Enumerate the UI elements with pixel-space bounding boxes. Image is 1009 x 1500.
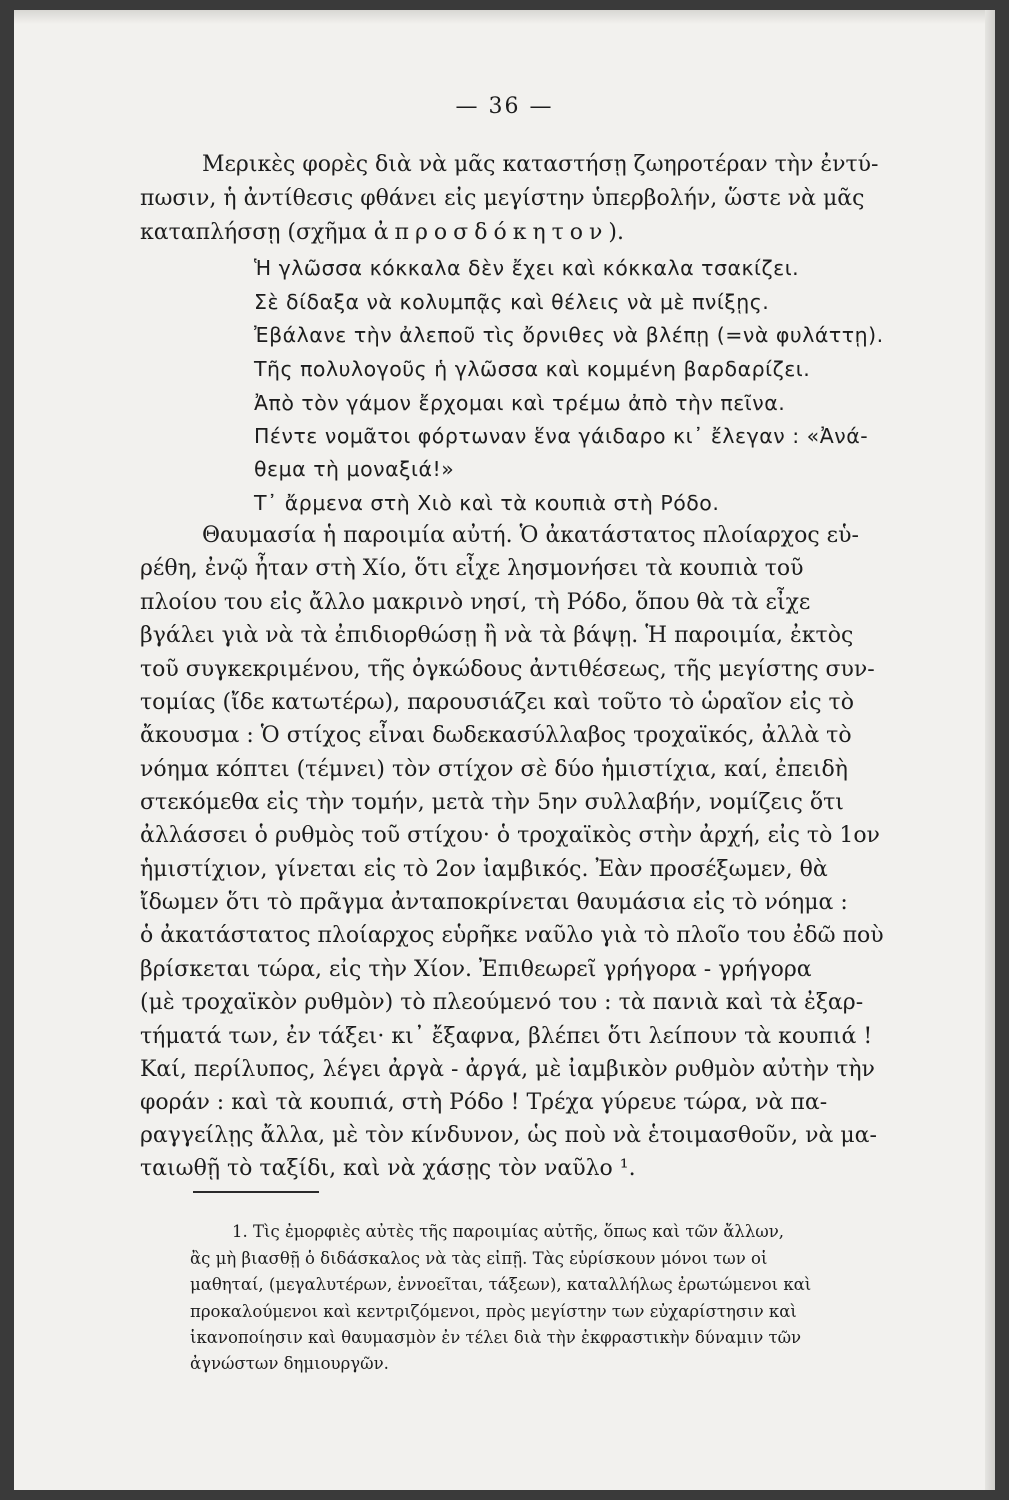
footnote-line-1: 1. Τὶς ἐμορφιὲς αὐτὲς τῆς παροιμίας αὐτῆς, ὅπως καὶ τῶν ἄλλων, [232, 1222, 785, 1241]
body-line-12: ἴδωμεν ὅτι τὸ πρᾶγμα ἀνταποκρίνεται θαυμάσια εἰς τὸ νόημα : [140, 890, 848, 915]
proverb-6-cont: θεμα τὴ μοναξιά!» [254, 457, 455, 481]
page-right-edge [985, 10, 995, 1490]
body-line-7: ἄκουσμα : Ὁ στίχος εἶναι δωδεκασύλλαβος τροχαϊκός, ἀλλὰ τὸ [140, 723, 852, 748]
body-line-1: Θαυμασία ἡ παροιμία αὐτή. Ὁ ἀκατάστατος πλοίαρχος εὑ- [202, 523, 859, 548]
body-line-17: Καί, περίλυπος, λέγει ἀργὰ - ἀργά, μὲ ἰαμβικὸν ρυθμὸν αὐτὴν τὴν [140, 1057, 875, 1082]
body-line-8: νόημα κόπτει (τέμνει) τὸν στίχον σὲ δύο ἡμιστίχια, καί, ἐπειδὴ [140, 757, 848, 782]
intro-line-1: Μερικὲς φορὲς διὰ νὰ μᾶς καταστήσῃ ζωηροτέραν τὴν ἐντύ- [202, 152, 879, 177]
body-line-16: τήματά των, ἐν τάξει· κι᾽ ἔξαφνα, βλέπει ὅτι λείπουν τὰ κουπιά ! [140, 1024, 873, 1049]
body-line-13: ὁ ἀκατάστατος πλοίαρχος εὑρῆκε ναῦλο γιὰ τὸ πλοῖο του ἐδῶ ποὺ [140, 923, 884, 948]
body-line-10: ἀλλάσσει ὁ ρυθμὸς τοῦ στίχου· ὁ τροχαϊκὸς στὴν ἀρχή, εἰς τὸ 1ον [140, 823, 880, 848]
footnote-rule [193, 1191, 319, 1193]
proverb-5: Ἀπὸ τὸν γάμον ἔρχομαι καὶ τρέμω ἀπὸ τὴν πεῖνα. [254, 391, 786, 415]
page-top-shadow [14, 10, 995, 24]
body-line-20: ταιωθῇ τὸ ταξίδι, καὶ νὰ χάσῃς τὸν ναῦλο ¹. [140, 1156, 636, 1181]
body-line-11: ἡμιστίχιον, γίνεται εἰς τὸ 2ον ἰαμβικός. Ἐὰν προσέξωμεν, θὰ [140, 857, 828, 882]
body-line-19: ραγγείλῃς ἄλλα, μὲ τὸν κίνδυνον, ὡς ποὺ νὰ ἑτοιμασθοῦν, νὰ μα- [140, 1123, 877, 1148]
body-line-4: βγάλει γιὰ νὰ τὰ ἐπιδιορθώσῃ ἢ νὰ τὰ βάψῃ. Ἡ παροιμία, ἐκτὸς [140, 623, 854, 648]
footnote-line-3: μαθηταί, (μεγαλυτέρων, ἐννοεῖται, τάξεων), καταλλήλως ἐρωτώμενοι καὶ [190, 1275, 812, 1294]
body-line-15: (μὲ τροχαϊκὸν ρυθμὸν) τὸ πλεούμενό του : τὰ πανιὰ καὶ τὰ ἐξαρ- [140, 990, 864, 1015]
footnote-line-5: ἱκανοποίησιν καὶ θαυμασμὸν ἐν τέλει διὰ τὴν ἐκφραστικὴν δύναμιν τῶν [190, 1328, 802, 1347]
intro-line-3 [140, 218, 624, 248]
body-line-3: πλοίου του εἰς ἄλλο μακρινὸ νησί, τὴ Ρόδο, ὅπου θὰ τὰ εἶχε [140, 590, 811, 615]
intro-line-3-end: ). [608, 220, 624, 245]
proverb-4: Τῆς πολυλογοῦς ἡ γλῶσσα καὶ κομμένη βαρδαρίζει. [254, 357, 811, 381]
body-line-9: στεκόμεθα εἰς τὴν τομήν, μετὰ τὴν 5ην συλλαβήν, νομίζεις ὅτι [140, 790, 844, 815]
intro-spaced-word: ἀπροσδόκητον [373, 220, 609, 245]
footnote-line-4: προκαλούμενοι καὶ κεντριζόμενοι, πρὸς μεγίστην των εὐχαρίστησιν καὶ [190, 1302, 797, 1321]
body-line-5: τοῦ συγκεκριμένου, τῆς ὀγκώδους ἀντιθέσεως, τῆς μεγίστης συν- [140, 657, 875, 682]
footnote-line-6: ἀγνώστων δημιουργῶν. [190, 1354, 389, 1373]
body-line-14: βρίσκεται τώρα, εἰς τὴν Χίον. Ἐπιθεωρεῖ γρήγορα - γρήγορα [140, 957, 812, 982]
intro-line-3-start: καταπλήσσῃ (σχῆμα [140, 220, 374, 245]
book-page [14, 10, 995, 1490]
page-number: — 36 — [455, 94, 554, 119]
body-line-6: τομίας (ἴδε κατωτέρω), παρουσιάζει καὶ τοῦτο τὸ ὡραῖον εἰς τὸ [140, 690, 854, 715]
proverb-3: Ἐβάλανε τὴν ἀλεποῦ τὶς ὄρνιθες νὰ βλέπῃ (=νὰ φυλάττῃ). [254, 323, 884, 347]
proverb-7: Τ᾽ ἄρμενα στὴ Χιὸ καὶ τὰ κουπιὰ στὴ Ρόδο. [254, 491, 720, 515]
intro-line-2: πωσιν, ἡ ἀντίθεσις φθάνει εἰς μεγίστην ὑπερβολήν, ὥστε νὰ μᾶς [140, 186, 865, 211]
body-line-2: ρέθη, ἐνῷ ἦταν στὴ Χίο, ὅτι εἶχε λησμονήσει τὰ κουπιὰ τοῦ [140, 556, 804, 581]
proverb-1: Ἡ γλῶσσα κόκκαλα δὲν ἔχει καὶ κόκκαλα τσακίζει. [254, 256, 800, 280]
body-line-18: φοράν : καὶ τὰ κουπιά, στὴ Ρόδο ! Τρέχα γύρευε τώρα, νὰ πα- [140, 1090, 828, 1115]
footnote-line-2: ἂς μὴ βιασθῇ ὁ διδάσκαλος νὰ τὰς εἰπῇ. Τὰς εὑρίσκουν μόνοι των οἱ [190, 1249, 768, 1268]
proverb-6: Πέντε νομᾶτοι φόρτωναν ἕνα γάιδαρο κι᾽ ἔλεγαν : «Ἀνά- [254, 424, 869, 448]
proverb-2: Σὲ δίδαξα νὰ κολυμπᾷς καὶ θέλεις νὰ μὲ πνίξῃς. [254, 290, 770, 314]
